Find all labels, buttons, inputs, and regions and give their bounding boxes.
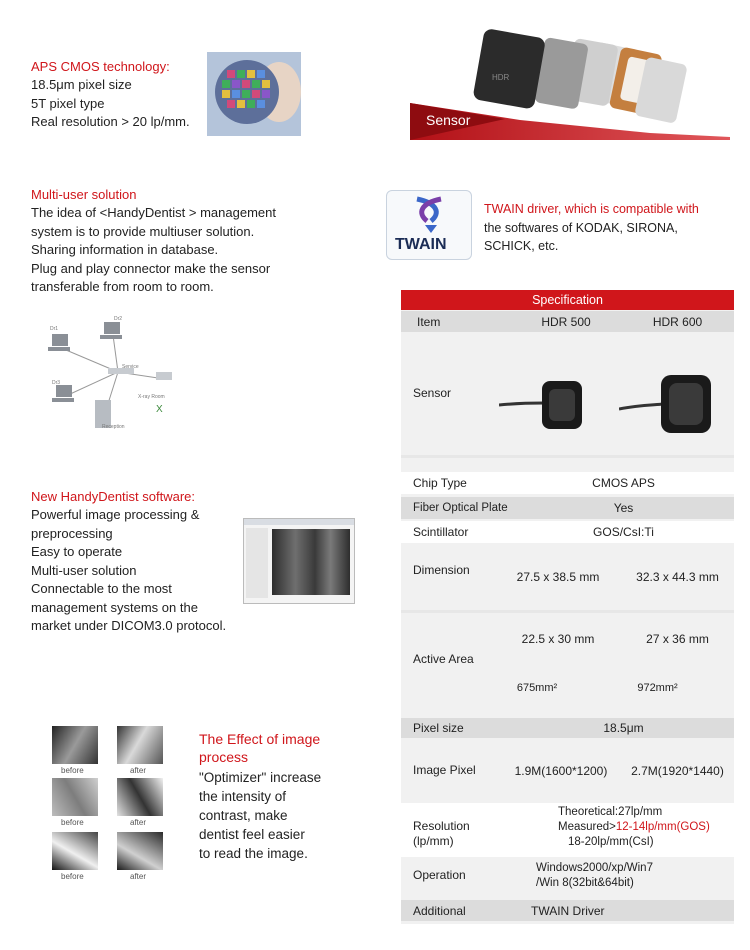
hdr600-sensor-image [619, 371, 731, 437]
spec-scint-label: Scintillator [413, 525, 469, 539]
hdr500-sensor-image [499, 373, 609, 433]
spec-operation-line: /Win 8(32bit&64bit) [536, 877, 634, 889]
spec-dimension-label: Dimension [413, 563, 470, 577]
xray-before-2 [52, 778, 98, 816]
sensor-label: Sensor [426, 112, 471, 128]
spec-resolution-theoretical: Theoretical:27lp/mm [558, 806, 663, 818]
multiuser-line: system is to provide multiuser solution. [31, 223, 255, 239]
cmos-wafer-photo [207, 52, 301, 136]
network-graphic [38, 310, 188, 445]
xray-after-2 [117, 778, 163, 816]
effect-line: contrast, make [199, 808, 288, 823]
spec-fiber-value: Yes [613, 501, 634, 515]
diagram-label: Dr2 [114, 316, 123, 322]
software-line: preprocessing [31, 525, 113, 541]
aps-line: 5T pixel type [31, 95, 105, 111]
effect-title-line: process [199, 749, 249, 765]
spec-header-item: Item [417, 314, 441, 329]
effect-text [199, 768, 321, 863]
spec-active-row [401, 615, 734, 715]
software-text [31, 506, 226, 636]
spec-header-hdr500: HDR 500 [541, 314, 591, 329]
effect-title [199, 730, 320, 766]
wafer-graphic [207, 52, 301, 136]
diagram-label: Reception [102, 424, 125, 430]
spec-title-bar [401, 290, 734, 310]
software-title: New HandyDentist software: [31, 489, 196, 504]
xray-before-3 [52, 832, 98, 870]
spec-image-pixel-label: Image Pixel [413, 763, 476, 777]
software-line: Multi-user solution [31, 562, 137, 578]
software-line: Easy to operate [31, 544, 123, 559]
twain-logo-graphic [387, 191, 471, 259]
before-label: before [61, 766, 84, 775]
effect-line: the intensity of [199, 789, 287, 804]
twain-logo-text: TWAIN [395, 236, 447, 253]
spec-resolution-measured-prefix: Measured> [558, 821, 616, 833]
specification-table [401, 290, 734, 924]
multiuser-line: The idea of <HandyDentist > management [31, 205, 276, 220]
multiuser-line: Sharing information in database. [31, 242, 219, 257]
spec-resolution-label-line: (lp/mm) [413, 834, 454, 848]
hdr500-sensor-graphic [499, 373, 609, 433]
spec-pixel-size-row [401, 718, 734, 738]
spec-sensor-row [401, 333, 734, 453]
spec-chip-row [401, 472, 734, 494]
spec-dimension-row [401, 546, 734, 608]
spec-additional-row [401, 900, 734, 921]
after-label: after [130, 872, 147, 881]
spec-resolution-csi: 18-20lp/mm(CsI) [568, 836, 654, 848]
diagram-label: Dr1 [50, 326, 59, 332]
spec-dimension-hdr600: 32.3 x 44.3 mm [636, 570, 719, 584]
after-label: after [130, 766, 147, 775]
spec-sensor-label: Sensor [413, 386, 452, 400]
spec-chip-value: CMOS APS [592, 476, 655, 490]
diagram-label: Dr3 [52, 380, 61, 386]
spec-resolution-measured-gos: 12-14lp/mm(GOS) [615, 821, 710, 833]
xray-after-3 [117, 832, 163, 870]
spec-scint-value: GOS/CsI:Ti [593, 525, 654, 539]
spec-additional-value: TWAIN Driver [531, 903, 605, 918]
spec-dimension-hdr500: 27.5 x 38.5 mm [516, 570, 600, 584]
software-screenshot [243, 518, 355, 604]
spec-resolution-row [401, 803, 734, 857]
spec-separator [401, 455, 734, 458]
spec-operation-value [536, 861, 653, 891]
multiuser-line: Plug and play connector make the sensor [31, 260, 271, 276]
spec-operation-line: Windows2000/xp/Win7 [536, 862, 653, 874]
spec-resolution-label [413, 819, 470, 849]
spec-header-row [401, 311, 734, 332]
multiuser-title: Multi-user solution [31, 187, 137, 202]
spec-fiber-label: Fiber Optical Plate [413, 502, 508, 514]
spec-image-pixel-hdr600: 2.7M(1920*1440) [631, 764, 724, 778]
network-diagram [38, 310, 188, 445]
spec-active-area-hdr500: 675mm² [516, 682, 558, 694]
diagram-label: Service [122, 364, 139, 370]
spec-resolution-measured [558, 820, 710, 835]
spec-scint-row [401, 521, 734, 543]
diagram-label: X [156, 404, 163, 415]
spec-active-label: Active Area [413, 652, 474, 666]
hdr600-sensor-graphic [619, 371, 731, 437]
aps-text [31, 76, 190, 132]
effect-title-line: The Effect of image [199, 731, 321, 747]
after-label: after [130, 818, 147, 827]
spec-chip-label: Chip Type [413, 476, 467, 490]
before-label: before [61, 818, 84, 827]
spec-image-pixel-hdr500: 1.9M(1600*1200) [514, 764, 608, 778]
spec-operation-label: Operation [413, 868, 466, 882]
twain-line: the softwares of KODAK, SIRONA, [484, 220, 678, 235]
before-label: before [61, 872, 84, 881]
spec-separator [401, 610, 734, 613]
software-line: Connectable to the most [31, 581, 172, 596]
software-line: management systems on the [31, 599, 198, 615]
software-line: Powerful image processing & [31, 507, 200, 522]
effect-line: dentist feel easier [199, 827, 305, 842]
twain-text [484, 200, 699, 256]
spec-header-hdr600: HDR 600 [652, 314, 703, 329]
sensor-graphic [410, 25, 730, 140]
spec-active-hdr600: 27 x 36 mm [646, 632, 709, 646]
aps-title: APS CMOS technology: [31, 59, 170, 74]
software-line: market under DICOM3.0 protocol. [31, 618, 227, 633]
aps-line: 18.5μm pixel size [31, 77, 132, 92]
twain-logo [386, 190, 472, 260]
spec-title: Specification [532, 293, 603, 307]
xray-before-1 [52, 726, 98, 764]
sensor-product-banner [410, 25, 730, 140]
effect-line: to read the image. [199, 846, 308, 861]
spec-fiber-row [401, 497, 734, 519]
spec-active-hdr500: 22.5 x 30 mm [521, 632, 595, 646]
multiuser-line: transferable from room to room. [31, 279, 214, 294]
spec-active-area-hdr600: 972mm² [637, 682, 678, 694]
spec-resolution-value [558, 805, 710, 850]
spec-operation-row [401, 859, 734, 897]
spec-pixel-size-label: Pixel size [413, 721, 464, 735]
twain-line: TWAIN driver, which is compatible with [484, 202, 699, 216]
sensor-brand-text: HDR [492, 73, 510, 82]
spec-pixel-size-value: 18.5μm [603, 721, 644, 735]
diagram-label: X-ray Room [138, 394, 165, 400]
aps-line: Real resolution > 20 lp/mm. [31, 114, 190, 129]
spec-resolution-label-line: Resolution [413, 819, 470, 833]
twain-line: SCHICK, etc. [484, 239, 559, 253]
spec-additional-label: Additional [413, 903, 466, 918]
spec-image-pixel-row [401, 740, 734, 800]
multiuser-text [31, 204, 276, 297]
xray-after-1 [117, 726, 163, 764]
effect-line: "Optimizer" increase [199, 770, 322, 785]
